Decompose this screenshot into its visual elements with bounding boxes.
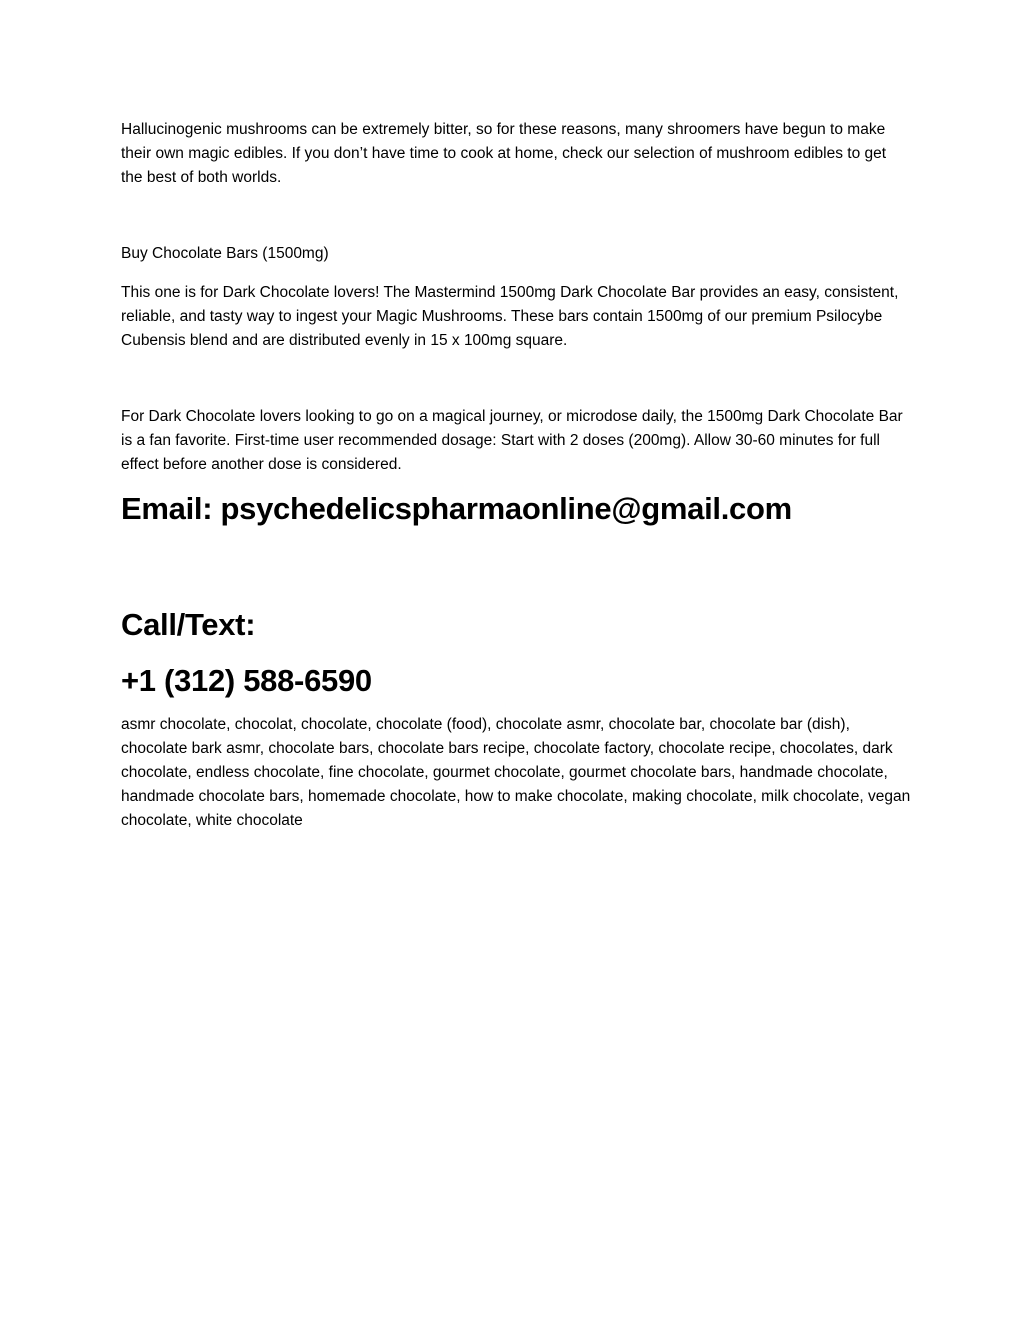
phone-number-heading: +1 (312) 588-6590 bbox=[121, 663, 372, 698]
call-text-heading: Call/Text: bbox=[121, 607, 256, 642]
document-page bbox=[121, 118, 911, 833]
tags-paragraph: asmr chocolate, chocolat, chocolate, chocolate (food), chocolate asmr, chocolate bar, chocolate bar (dish), chocolate bark asmr, chocolate bars, chocolate bars recipe, chocolate factory, chocolate recipe, chocolates, dark chocolate, endless chocolate, fine chocolate, gourmet chocolate, gourmet chocolate bars, handmade chocolate, handmade chocolate bars, homemade chocolate, how to make chocolate, making chocolate, milk chocolate, vegan chocolate, white chocolate bbox=[121, 716, 911, 829]
intro-paragraph: Hallucinogenic mushrooms can be extremely bitter, so for these reasons, many shroomers have begun to make their own magic edibles. If you don’t have time to cook at home, check our selection of mushroom edibles to get the best of both worlds. bbox=[121, 121, 887, 186]
email-heading: Email: psychedelicspharmaonline@gmail.com bbox=[121, 491, 792, 526]
product-description-paragraph: This one is for Dark Chocolate lovers! The Mastermind 1500mg Dark Chocolate Bar provides an easy, consistent, reliable, and tasty way to ingest your Magic Mushrooms. These bars contain 1500mg of our premium Psilocybe Cubensis blend and are distributed evenly in 15 x 100mg square. bbox=[121, 284, 899, 349]
dosage-paragraph: For Dark Chocolate lovers looking to go on a magical journey, or microdose daily, the 1500mg Dark Chocolate Bar is a fan favorite. First-time user recommended dosage: Start with 2 doses (200mg). Allow 30-60 minutes for full effect before another dose is considered. bbox=[121, 408, 903, 473]
product-subheading: Buy Chocolate Bars (1500mg) bbox=[121, 245, 329, 262]
